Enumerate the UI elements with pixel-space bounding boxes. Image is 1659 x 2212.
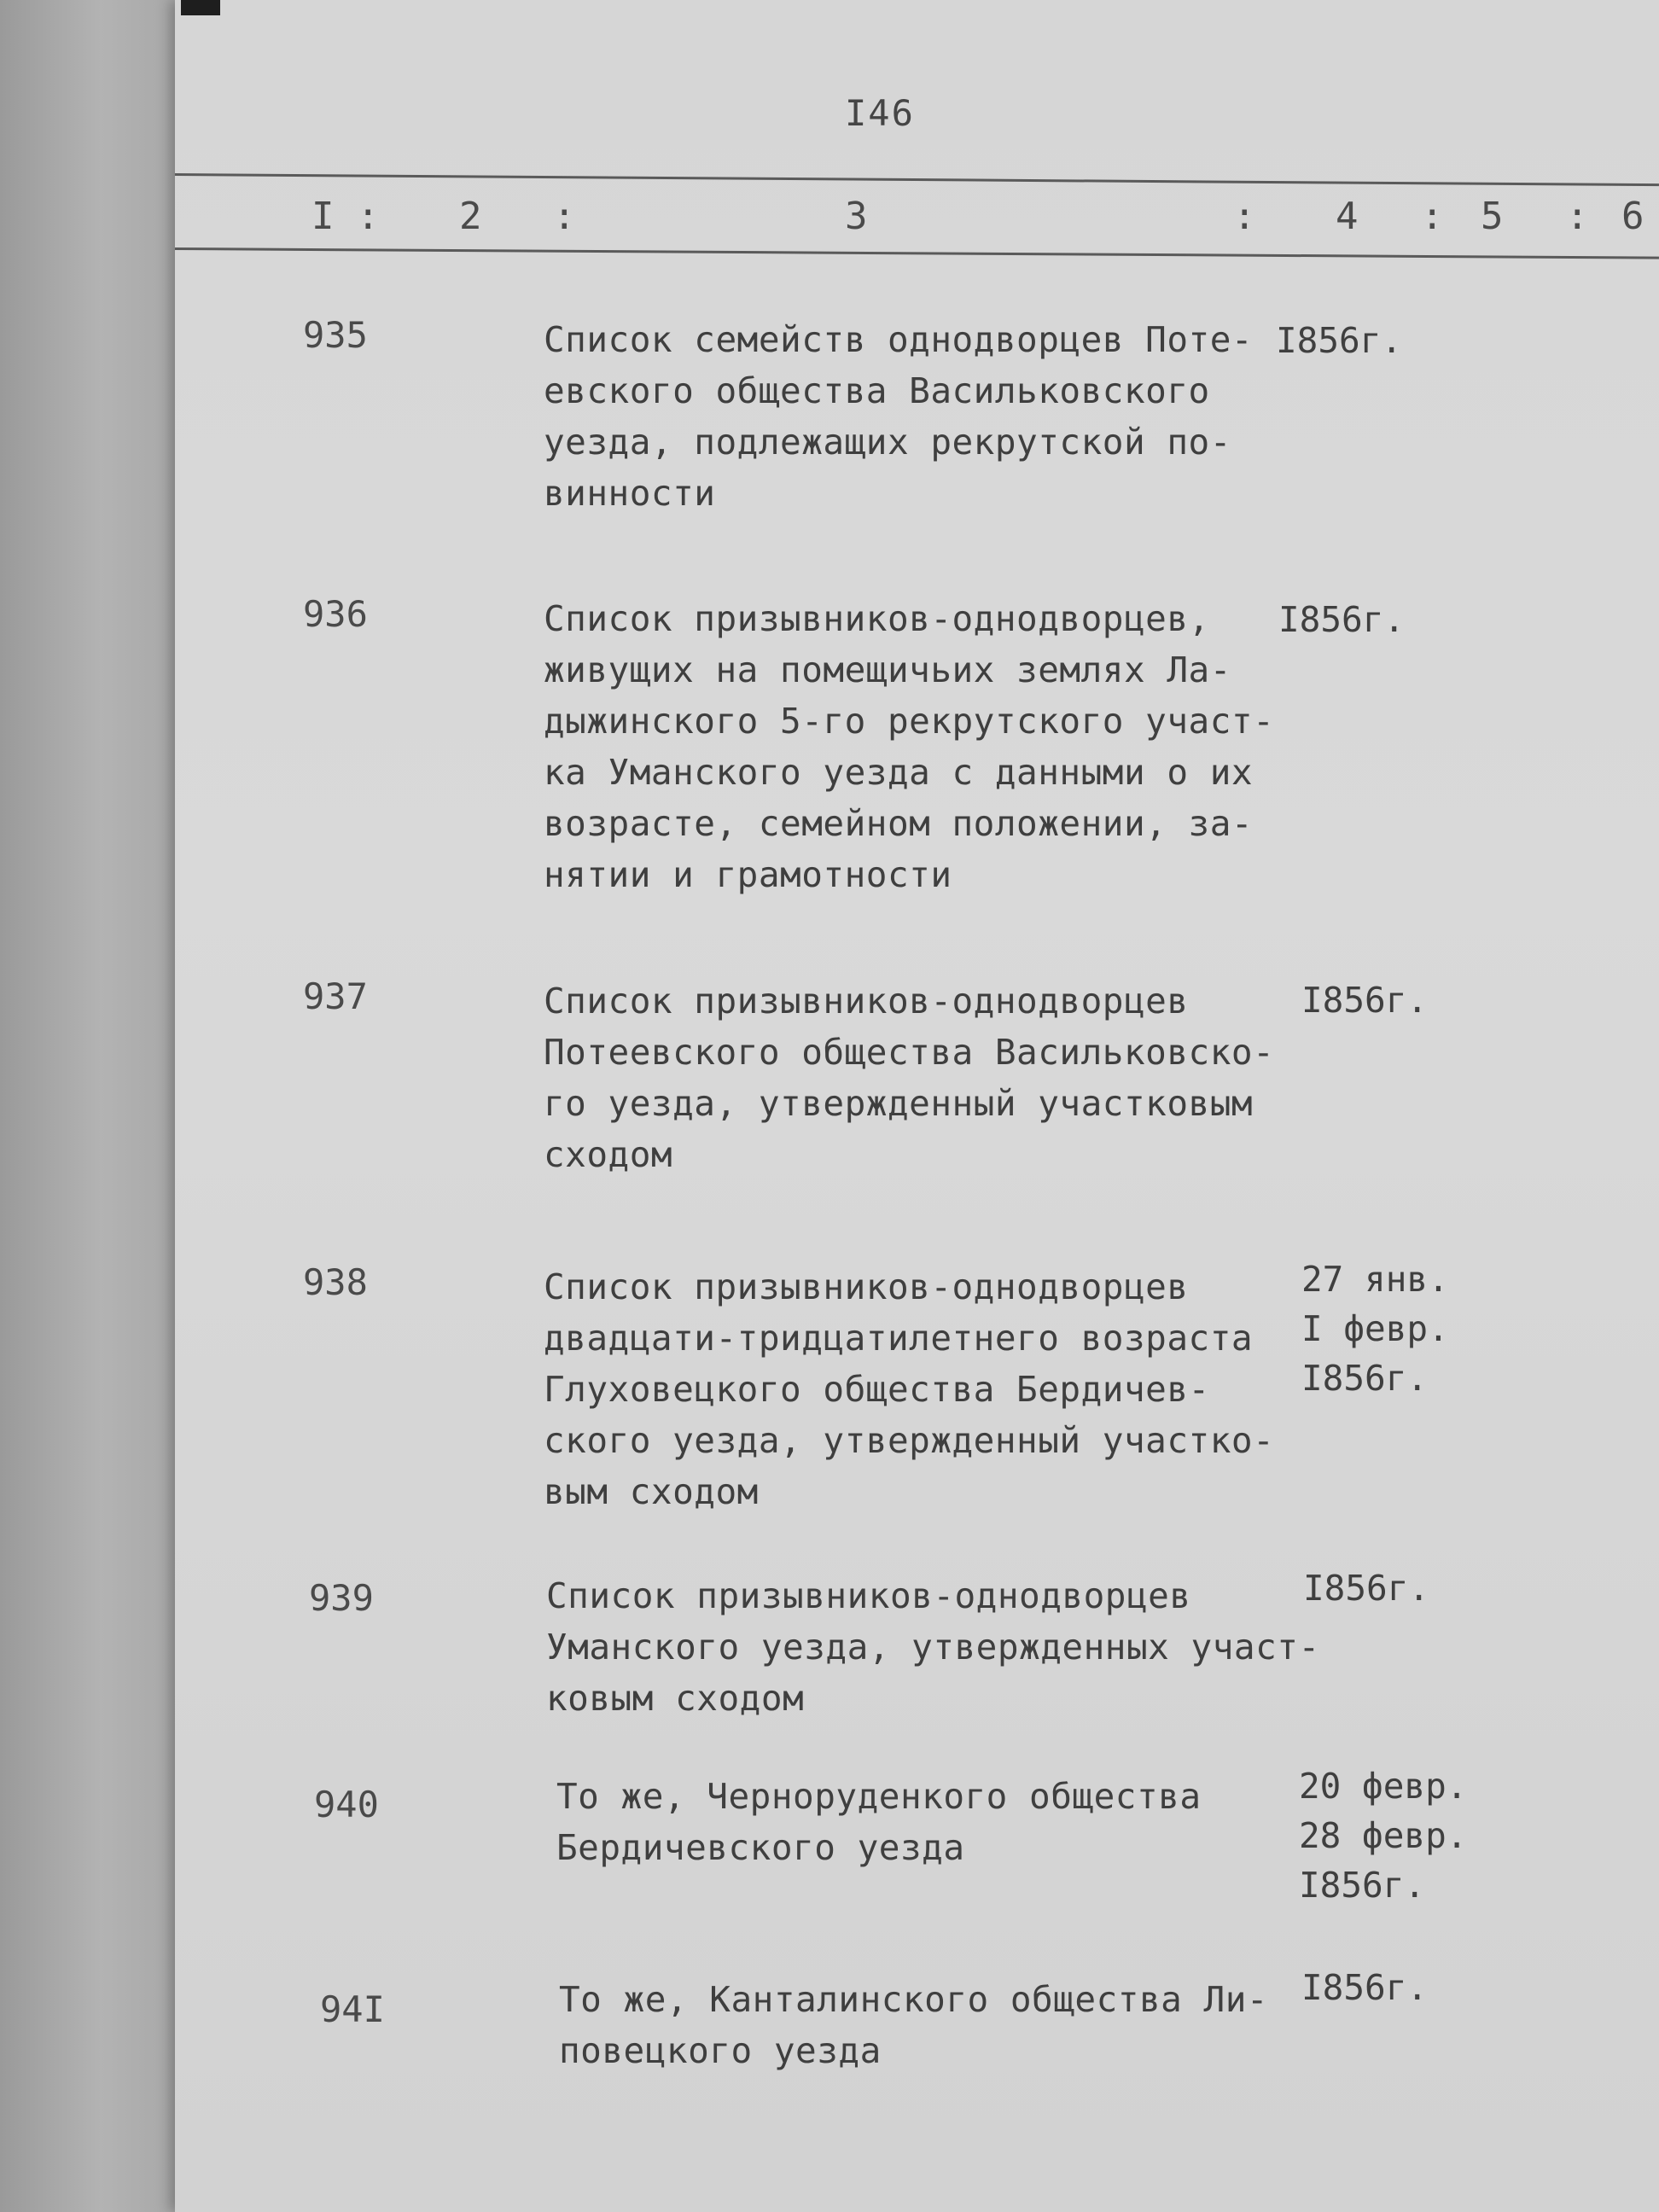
column-separator: :: [1566, 195, 1589, 238]
description-line: Глуховецкого общества Бердичев-: [544, 1369, 1210, 1410]
description-line: Список призывников-однодворцев: [546, 1575, 1191, 1616]
description-line: Уманского уезда, утвержденных участ-: [546, 1627, 1320, 1668]
entry-date: [1301, 1254, 1449, 1403]
description-line: винности: [544, 473, 716, 514]
description-line: вым сходом: [544, 1471, 759, 1512]
description-line: ка Уманского уезда с данными о их: [544, 752, 1254, 793]
description-line: Потеевского общества Васильковско-: [544, 1032, 1275, 1073]
entry-date: [1301, 975, 1428, 1025]
description-line: двадцати-тридцатилетнего возраста: [544, 1318, 1254, 1359]
entry-description: [544, 1261, 1274, 1517]
entry-number: 94I: [320, 1988, 385, 2030]
description-line: сходом: [544, 1134, 673, 1175]
description-line: Список призывников-однодворцев: [544, 1266, 1189, 1307]
date-line: I856г.: [1301, 1358, 1429, 1399]
description-line: го уезда, утвержденный участковым: [544, 1083, 1254, 1124]
entry-number: 935: [303, 314, 368, 356]
corner-mark: [181, 0, 220, 15]
entry-number: 938: [303, 1261, 368, 1303]
column-separator: :: [1233, 195, 1256, 238]
description-line: дыжинского 5-го рекрутского участ-: [544, 701, 1275, 742]
description-line: ковым сходом: [546, 1678, 805, 1719]
description-line: уезда, подлежащих рекрутской по-: [544, 422, 1231, 463]
date-line: I856г.: [1278, 599, 1406, 640]
binding-strip: [0, 0, 183, 2212]
description-line: ского уезда, утвержденный участко-: [544, 1420, 1275, 1461]
date-line: 27 янв.: [1301, 1259, 1449, 1300]
entry-description: [544, 593, 1274, 900]
entry-number: 939: [309, 1577, 374, 1619]
description-line: евского общества Васильковского: [544, 370, 1210, 411]
entry-number: 937: [303, 975, 368, 1017]
entry-date: [1276, 316, 1402, 365]
entry-number: 936: [303, 593, 368, 635]
column-2-header: 2: [459, 195, 482, 238]
column-separator: :: [1421, 195, 1444, 238]
column-4-header: 4: [1336, 195, 1359, 238]
entry-date: [1299, 1761, 1467, 1910]
description-line: Список семейств однодворцев Поте-: [544, 319, 1254, 360]
description-line: возрасте, семейном положении, за-: [544, 803, 1254, 844]
column-1-header: I: [311, 195, 335, 238]
description-line: Список призывников-однодворцев: [544, 981, 1189, 1022]
date-line: I856г.: [1303, 1568, 1430, 1609]
date-line: 20 февр.: [1299, 1766, 1468, 1807]
entry-date: [1301, 1963, 1428, 2012]
date-line: I856г.: [1301, 980, 1429, 1021]
description-line: нятии и грамотности: [544, 854, 952, 895]
entry-description: [556, 1771, 1202, 1873]
description-line: повецкого уезда: [559, 2030, 882, 2071]
description-line: Бердичевского уезда: [556, 1827, 965, 1868]
entry-description: [559, 1974, 1268, 2076]
entry-number: 940: [314, 1784, 379, 1825]
date-line: I856г.: [1301, 1967, 1429, 2008]
entry-date: [1278, 595, 1405, 644]
column-6-header: 6: [1621, 195, 1644, 238]
date-line: I февр.: [1301, 1308, 1449, 1349]
date-line: I856г.: [1299, 1865, 1426, 1906]
date-line: I856г.: [1276, 320, 1403, 361]
entry-description: [544, 975, 1274, 1180]
description-line: То же, Черноруденкого общества: [556, 1776, 1202, 1817]
description-line: живущих на помещичьих землях Ла-: [544, 649, 1231, 690]
date-line: 28 февр.: [1299, 1815, 1468, 1856]
column-separator: :: [357, 195, 380, 238]
description-line: Список призывников-однодворцев,: [544, 598, 1210, 639]
entry-description: [546, 1570, 1320, 1724]
description-line: То же, Канталинского общества Ли-: [559, 1979, 1269, 2020]
entry-description: [544, 314, 1253, 519]
page-number: I46: [845, 92, 915, 134]
column-3-header: 3: [845, 195, 868, 238]
column-separator: :: [553, 195, 576, 238]
entry-date: [1303, 1563, 1429, 1613]
column-5-header: 5: [1481, 195, 1504, 238]
